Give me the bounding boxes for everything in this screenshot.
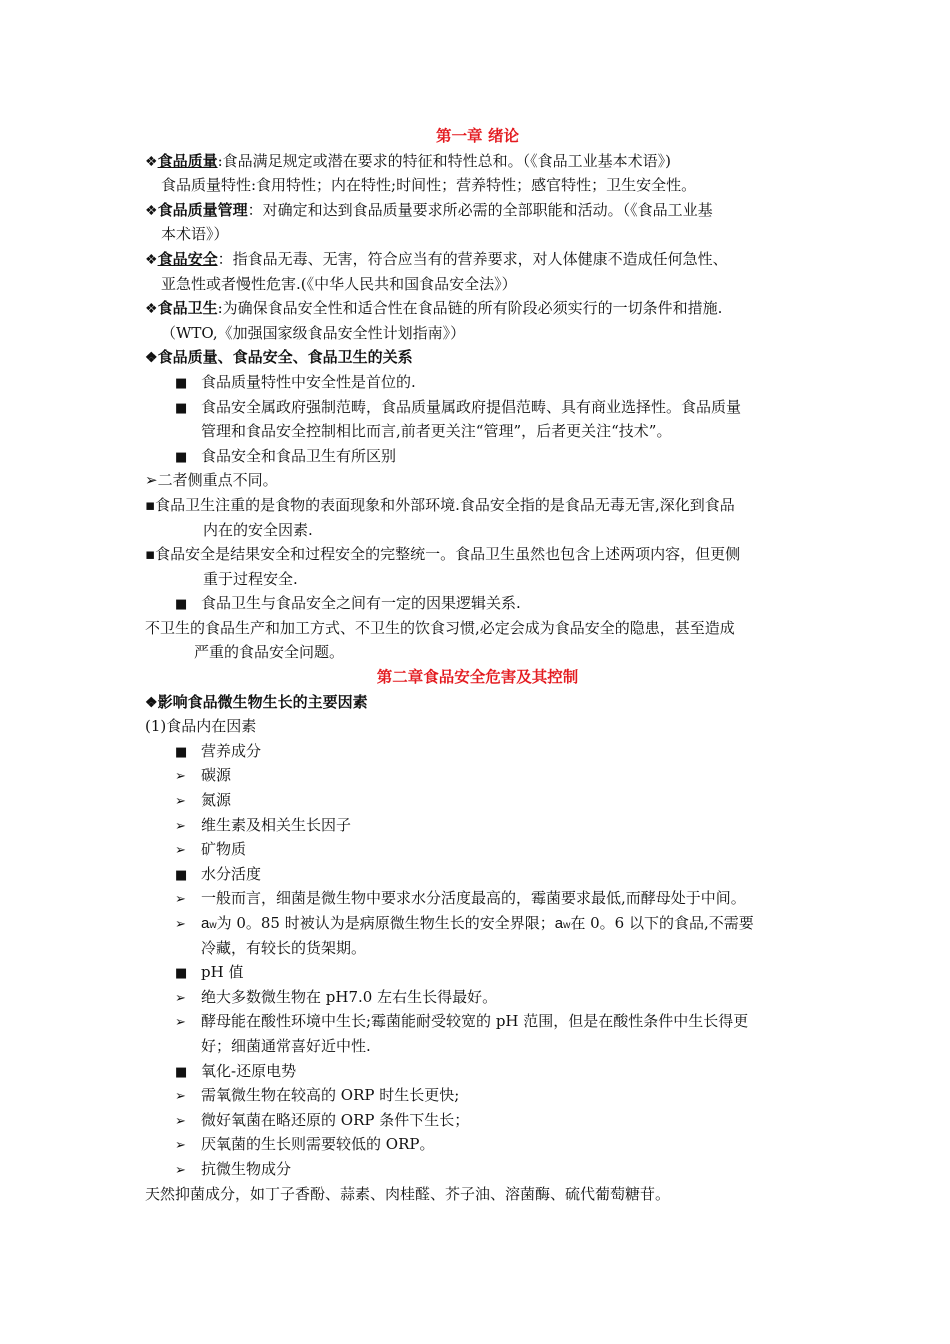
paragraph: 不卫生的食品生产和加工方式、不卫生的饮食习惯,必定会成为食品安全的隐患，甚至造成 — [145, 618, 735, 637]
arrow-bullet-icon: ➢ — [175, 1113, 186, 1129]
list-item: ■ 食品安全属政府强制范畴，食品质量属政府提倡范畴、具有商业选择性。食品质量 — [145, 395, 810, 420]
diamond-bullet-icon: ❖ — [145, 694, 158, 711]
diamond-bullet-icon: ❖ — [145, 202, 158, 219]
arrow-bullet-icon: ➢ — [175, 892, 186, 908]
arrow-bullet-icon: ➢ — [175, 917, 186, 932]
section-heading — [145, 690, 810, 715]
arrow-bullet-icon: ➢ — [175, 990, 186, 1006]
paragraph: 天然抑菌成分，如丁子香酚、蒜素、肉桂醛、芥子油、溶菌酶、硫代葡萄糖苷。 — [145, 1184, 671, 1203]
point-continuation: 内在的安全因素. — [203, 520, 313, 539]
list-item: ➢ 维生素及相关生长因子 — [145, 813, 810, 838]
arrow-bullet-icon: ➢ — [175, 1015, 186, 1031]
list-item: ➢ 一般而言，细菌是微生物中要求水分活度最高的，霉菌要求最低,而酵母处于中间。 — [145, 886, 810, 911]
list-item-continuation: 好；细菌通常喜好近中性. — [201, 1036, 371, 1055]
subheading: (1)食品内在因素 — [145, 717, 257, 736]
diamond-bullet-icon: ❖ — [145, 153, 158, 170]
arrow-point: ➢二者侧重点不同。 — [145, 471, 278, 490]
list-item: ■ 营养成分 — [145, 739, 810, 764]
term: 食品卫生 — [157, 299, 218, 318]
term: 食品安全 — [157, 249, 218, 268]
diamond-bullet-icon: ❖ — [145, 251, 158, 268]
square-bullet-icon: ■ — [175, 1064, 188, 1080]
arrow-bullet-icon: ➢ — [175, 794, 186, 810]
square-bullet-icon: ■ — [175, 449, 188, 465]
definition-continuation: 亚急性或者慢性危害.(《中华人民共和国食品安全法》） — [161, 274, 517, 293]
list-item: ➢ 需氧微生物在较高的 ORP 时生长更快; — [145, 1083, 810, 1108]
arrow-bullet-icon: ➢ — [175, 818, 186, 834]
term: 食品质量 — [157, 151, 218, 170]
list-item: ■ 氧化-还原电势 — [145, 1059, 810, 1084]
paragraph-continuation: 严重的食品安全问题。 — [194, 643, 345, 662]
arrow-bullet-icon: ➢ — [175, 1138, 186, 1154]
definition-text: ：指食品无毒、无害，符合应当有的营养要求，对人体健康不造成任何急性、 — [217, 249, 728, 268]
definition-text: :为确保食品安全性和适合性在食品链的所有阶段必须实行的一切条件和措施. — [217, 299, 723, 318]
definition-text: :食品满足规定或潜在要求的特征和特性总和。（《食品工业基本术语》) — [217, 151, 671, 170]
list-item: ■ 食品质量特性中安全性是首位的. — [145, 370, 810, 395]
term: 食品质量管理 — [157, 200, 248, 219]
list-item: ■ 食品卫生与食品安全之间有一定的因果逻辑关系. — [145, 591, 810, 616]
list-item: ➢ 矿物质 — [145, 837, 810, 862]
square-bullet-icon: ■ — [175, 597, 188, 613]
list-item-continuation: 管理和食品安全控制相比而言,前者更关注“管理”，后者更关注“技术”。 — [201, 422, 672, 441]
relationship-heading — [145, 345, 810, 370]
arrow-bullet-icon: ➢ — [175, 843, 186, 859]
point-continuation: 重于过程安全. — [203, 569, 298, 588]
definition-text: ：对确定和达到食品质量要求所必需的全部职能和活动。（《食品工业基 — [247, 200, 713, 219]
definition-continuation: （WTO,《加强国家级食品安全性计划指南》） — [161, 323, 466, 342]
arrow-bullet-icon: ➢ — [175, 1089, 186, 1105]
heading-text: 食品质量、食品安全、食品卫生的关系 — [157, 348, 413, 367]
square-bullet-icon: ■ — [175, 744, 188, 760]
square-bullet-icon: ■ — [175, 966, 188, 982]
def-quality-management — [145, 198, 810, 223]
list-item: ■ 水分活度 — [145, 862, 810, 887]
list-item: ➢ 厌氧菌的生长则需要较低的 ORP。 — [145, 1132, 810, 1157]
list-item: ➢ 碳源 — [145, 763, 810, 788]
quality-characteristics: 食品质量特性:食用特性；内在特性;时间性；营养特性；感官特性；卫生安全性。 — [161, 176, 697, 195]
list-item: ■ 食品安全和食品卫生有所区别 — [145, 444, 810, 469]
diamond-bullet-icon: ❖ — [145, 350, 158, 367]
def-food-quality — [145, 149, 810, 174]
definition-continuation: 本术语》） — [161, 225, 229, 244]
list-item: ■ pH 值 — [145, 960, 810, 985]
list-item-continuation: 冷藏，有较长的货架期。 — [201, 938, 367, 957]
list-item: ➢ 微好氧菌在略还原的 ORP 条件下生长； — [145, 1108, 810, 1133]
list-item: ➢ aw为 0。85 时被认为是病原微生物生长的安全界限；aw在 0。6 以下的食品,不需要 — [145, 911, 810, 936]
def-food-hygiene — [145, 296, 810, 321]
heading-text: 影响食品微生物生长的主要因素 — [157, 692, 368, 711]
chapter-1-title: 第一章 绪论 — [436, 126, 519, 145]
chapter-2-title: 第二章食品安全危害及其控制 — [376, 667, 579, 687]
list-item: ➢ 氮源 — [145, 788, 810, 813]
arrow-bullet-icon: ➢ — [175, 1162, 186, 1178]
def-food-safety — [145, 247, 810, 272]
list-item: ➢ 酵母能在酸性环境中生长;霉菌能耐受较宽的 pH 范围，但是在酸性条件中生长得更 — [145, 1009, 810, 1034]
small-square-point: ▪食品卫生注重的是食物的表面现象和外部环境.食品安全指的是食品无毒无害,深化到食品 — [145, 495, 735, 514]
document-body — [145, 124, 810, 1206]
square-bullet-icon: ■ — [175, 375, 188, 391]
square-bullet-icon: ■ — [175, 867, 188, 883]
list-item: ➢ 绝大多数微生物在 pH7.0 左右生长得最好。 — [145, 985, 810, 1010]
small-square-point: ▪食品安全是结果安全和过程安全的完整统一。食品卫生虽然也包含上述两项内容，但更侧 — [145, 545, 741, 564]
square-bullet-icon: ■ — [175, 400, 188, 416]
diamond-bullet-icon: ❖ — [145, 301, 158, 318]
arrow-bullet-icon: ➢ — [175, 769, 186, 785]
list-item: ➢ 抗微生物成分 — [145, 1157, 810, 1182]
